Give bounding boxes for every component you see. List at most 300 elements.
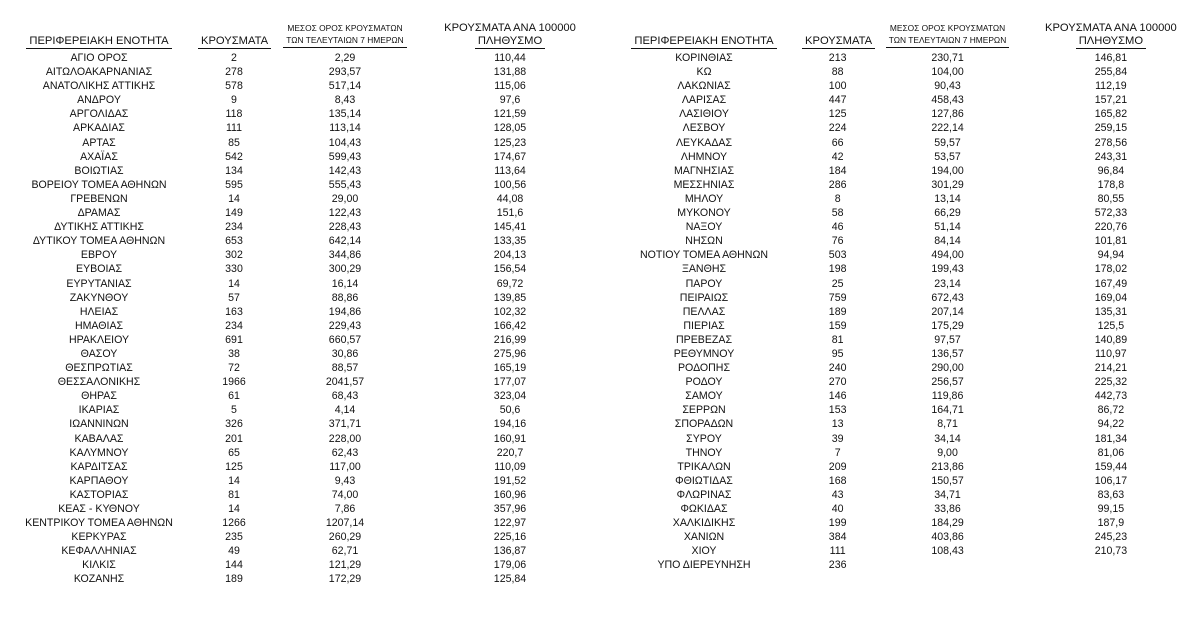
table-row (606, 361, 1200, 375)
cases-cell: 125 (828, 108, 847, 121)
per-100k-cell: 156,54 (493, 263, 527, 276)
region-cell: ΣΕΡΡΩΝ (682, 404, 726, 417)
per-100k-cell: 128,05 (493, 122, 527, 135)
table-row (0, 432, 600, 446)
avg-7day-cell: 142,43 (328, 164, 362, 177)
cases-cell: 72 (228, 362, 240, 375)
table-row (0, 361, 600, 375)
region-cell: ΔΥΤΙΚΟΥ ΤΟΜΕΑ ΑΘΗΝΩΝ (32, 235, 166, 248)
table-row (0, 460, 600, 474)
cases-cell: 235 (225, 531, 243, 544)
avg-7day-cell: 256,57 (931, 376, 964, 389)
header-cases-per-100k-line1: ΚΡΟΥΣΜΑΤΑ ΑΝΑ 100000 (444, 22, 576, 34)
cases-cell: 76 (831, 235, 844, 248)
region-cell: ΙΩΑΝΝΙΝΩΝ (69, 418, 129, 431)
region-cell: ΚΑΡΔΙΤΣΑΣ (70, 460, 128, 473)
table-row (606, 164, 1200, 178)
avg-7day-cell: 207,14 (931, 305, 964, 318)
cases-cell: 49 (228, 545, 240, 558)
avg-7day-cell: 199,43 (931, 263, 964, 276)
per-100k-cell: 160,96 (493, 488, 527, 501)
per-100k-cell: 110,97 (1095, 347, 1127, 360)
avg-7day-cell: 172,29 (328, 573, 362, 586)
per-100k-cell: 121,59 (493, 108, 527, 121)
table-row (606, 291, 1200, 305)
avg-7day-cell: 66,29 (934, 207, 961, 220)
per-100k-cell: 194,16 (493, 418, 527, 431)
table-row (0, 544, 600, 558)
table-row (606, 516, 1200, 530)
avg-7day-cell: 222,14 (931, 122, 964, 135)
region-cell: ΛΕΣΒΟΥ (682, 122, 726, 135)
table-row (606, 121, 1200, 135)
table-row (0, 488, 600, 502)
header-7day-average-line2: ΤΩΝ ΤΕΛΕΥΤΑΙΩΝ 7 ΗΜΕΡΩΝ (886, 34, 1009, 48)
cases-cell: 326 (225, 418, 243, 431)
header-cases-per-100k-line2: ΠΛΗΘΥΣΜΟ (475, 35, 545, 49)
region-cell: ΜΑΓΝΗΣΙΑΣ (673, 164, 735, 177)
table-row (606, 192, 1200, 206)
region-cell: ΝΑΞΟΥ (685, 221, 723, 234)
cases-cell: 236 (828, 559, 847, 572)
table-row (606, 93, 1200, 107)
region-cell: ΚΑΒΑΛΑΣ (74, 432, 124, 445)
header-cases-per-100k (420, 12, 600, 49)
table-row (606, 530, 1200, 544)
cases-cell: 81 (831, 333, 844, 346)
header-cases-label: ΚΡΟΥΣΜΑΤΑ (802, 35, 875, 49)
cases-cell: 61 (228, 390, 240, 403)
avg-7day-cell: 23,14 (934, 277, 961, 290)
region-cell: ΡΕΘΥΜΝΟΥ (673, 347, 735, 360)
table-row (0, 164, 600, 178)
per-100k-cell: 113,64 (494, 164, 526, 177)
per-100k-cell: 136,87 (493, 545, 527, 558)
region-cell: ΣΠΟΡΑΔΩΝ (674, 418, 734, 431)
avg-7day-cell: 228,43 (328, 221, 362, 234)
region-cell: ΧΑΛΚΙΔΙΚΗΣ (672, 517, 736, 530)
avg-7day-cell: 16,14 (331, 277, 359, 290)
region-cell: ΧΑΝΙΩΝ (683, 531, 725, 544)
region-cell: ΖΑΚΥΝΘΟΥ (69, 291, 129, 304)
avg-7day-cell: 62,71 (331, 545, 359, 558)
per-100k-cell: 243,31 (1094, 150, 1128, 163)
region-cell: ΦΩΚΙΔΑΣ (680, 503, 728, 515)
table-row (0, 417, 600, 431)
avg-7day-cell: 599,43 (328, 150, 362, 163)
per-100k-cell: 572,33 (1094, 207, 1128, 220)
table-row (0, 333, 600, 347)
header-region-label: ΠΕΡΙΦΕΡΕΙΑΚΗ ΕΝΟΤΗΤΑ (26, 35, 171, 49)
region-cell: ΚΕΡΚΥΡΑΣ (71, 531, 127, 544)
per-100k-cell: 165,19 (493, 362, 527, 375)
cases-cell: 43 (831, 488, 844, 501)
per-100k-cell: 259,15 (1094, 122, 1128, 135)
header-7day-average-line2: ΤΩΝ ΤΕΛΕΥΤΑΙΩΝ 7 ΗΜΕΡΩΝ (283, 34, 406, 48)
region-cell: ΑΡΚΑΔΙΑΣ (73, 122, 125, 135)
per-100k-cell: 179,06 (493, 559, 527, 572)
table-row (0, 107, 600, 121)
per-100k-cell: 83,63 (1097, 488, 1125, 501)
per-100k-cell: 255,84 (1094, 66, 1128, 79)
per-100k-cell: 115,06 (494, 80, 526, 93)
per-100k-cell: 97,6 (499, 94, 521, 107)
region-cell: ΦΛΩΡΙΝΑΣ (676, 488, 732, 501)
avg-7day-cell: 8,43 (334, 94, 356, 107)
cases-cell: 270 (828, 376, 847, 389)
avg-7day-cell: 117,00 (329, 460, 361, 473)
per-100k-cell: 178,02 (1094, 263, 1128, 276)
region-cell: ΗΜΑΘΙΑΣ (74, 319, 124, 332)
region-cell: ΤΡΙΚΑΛΩΝ (677, 460, 731, 473)
per-100k-cell: 323,04 (493, 390, 527, 403)
region-cell: ΣΥΡΟΥ (686, 432, 722, 445)
avg-7day-cell: 122,43 (328, 207, 362, 220)
table-row (0, 530, 600, 544)
region-cell: ΑΓΙΟ ΟΡΟΣ (70, 52, 128, 64)
table-row (0, 572, 600, 586)
region-cell: ΝΟΤΙΟΥ ΤΟΜΕΑ ΑΘΗΝΩΝ (639, 249, 769, 262)
header-region (0, 12, 198, 49)
per-100k-cell: 125,84 (493, 573, 527, 586)
table-row (606, 502, 1200, 516)
avg-7day-cell: 34,14 (934, 432, 961, 445)
cases-cell: 7 (834, 446, 841, 459)
cases-cell: 39 (831, 432, 844, 445)
table-row (0, 206, 600, 220)
per-100k-cell: 133,35 (493, 235, 527, 248)
region-cell: ΒΟΙΩΤΙΑΣ (74, 164, 124, 177)
region-cell: ΕΥΒΟΙΑΣ (76, 263, 122, 276)
avg-7day-cell: 9,43 (334, 474, 356, 487)
table-row (0, 192, 600, 206)
avg-7day-cell: 150,57 (931, 474, 964, 487)
avg-7day-cell: 88,57 (331, 362, 359, 375)
table-row (0, 121, 600, 135)
table-row (0, 502, 600, 516)
cases-cell: 134 (225, 164, 243, 177)
cases-cell: 14 (228, 277, 240, 290)
table-row (0, 389, 600, 403)
avg-7day-cell: 7,86 (334, 503, 356, 515)
table-row (606, 49, 1200, 65)
avg-7day-cell: 9,00 (937, 446, 958, 459)
cases-cell: 224 (828, 122, 847, 135)
per-100k-cell: 44,08 (496, 192, 524, 205)
per-100k-cell: 357,96 (493, 503, 527, 515)
avg-7day-cell: 301,29 (931, 178, 964, 191)
region-cell: ΛΑΡΙΣΑΣ (681, 94, 727, 107)
per-100k-cell: 204,13 (493, 249, 527, 262)
table-row (606, 403, 1200, 417)
per-100k-cell: 151,6 (496, 207, 524, 220)
avg-7day-cell: 68,43 (331, 390, 359, 403)
region-cell: ΔΥΤΙΚΗΣ ΑΤΤΙΚΗΣ (54, 221, 144, 234)
cases-cell: 38 (228, 347, 240, 360)
cases-cell: 330 (225, 263, 243, 276)
per-100k-cell: 100,56 (493, 178, 527, 191)
cases-cell: 111 (225, 122, 243, 135)
table-row (0, 49, 600, 65)
table-row (0, 305, 600, 319)
per-100k-cell: 125,5 (1097, 319, 1125, 332)
table-row (0, 150, 600, 164)
avg-7day-cell: 371,71 (328, 418, 362, 431)
avg-7day-cell: 260,29 (328, 531, 362, 544)
table-row (0, 93, 600, 107)
region-cell: ΡΟΔΟΠΗΣ (677, 362, 731, 375)
table-body-left (0, 49, 600, 587)
region-cell: ΘΕΣΠΡΩΤΙΑΣ (65, 362, 133, 375)
table-row (606, 558, 1200, 572)
cases-cell: 198 (828, 263, 847, 276)
avg-7day-cell: 90,43 (934, 80, 961, 93)
region-cell: ΓΡΕΒΕΝΩΝ (70, 192, 128, 205)
avg-7day-cell: 642,14 (328, 235, 362, 248)
region-cell: ΑΙΤΩΛΟΑΚΑΡΝΑΝΙΑΣ (45, 66, 153, 79)
region-cell: ΚΑΡΠΑΘΟΥ (69, 474, 129, 487)
region-cell: ΘΕΣΣΑΛΟΝΙΚΗΣ (57, 376, 141, 389)
header-region-label: ΠΕΡΙΦΕΡΕΙΑΚΗ ΕΝΟΤΗΤΑ (631, 35, 776, 49)
table-row (606, 220, 1200, 234)
table-row (0, 403, 600, 417)
per-100k-cell: 94,94 (1097, 249, 1125, 262)
avg-7day-cell: 184,29 (931, 517, 964, 530)
header-7day-average-line1: ΜΕΣΟΣ ΟΡΟΣ ΚΡΟΥΣΜΑΤΩΝ (287, 23, 403, 33)
avg-7day-cell: 8,71 (937, 418, 958, 431)
avg-7day-cell: 2041,57 (325, 376, 365, 389)
table-row (606, 305, 1200, 319)
avg-7day-cell: 62,43 (331, 446, 359, 459)
per-100k-cell: 80,55 (1097, 192, 1125, 205)
cases-cell: 14 (228, 474, 240, 487)
header-cases-per-100k (1022, 12, 1200, 49)
table-row (606, 544, 1200, 558)
per-100k-cell: 94,22 (1097, 418, 1125, 431)
region-cell: ΣΑΜΟΥ (685, 390, 723, 403)
table-row (606, 277, 1200, 291)
cases-cell: 57 (228, 291, 240, 304)
header-7day-average (873, 12, 1022, 49)
region-cell: ΕΒΡΟΥ (80, 249, 118, 262)
table-row (606, 79, 1200, 93)
table-row (606, 319, 1200, 333)
avg-7day-cell: 34,71 (934, 488, 961, 501)
cases-cell: 65 (228, 446, 240, 459)
cases-cell: 46 (831, 221, 844, 234)
cases-cell: 111 (829, 545, 846, 558)
per-100k-cell: 145,41 (493, 221, 527, 234)
cases-cell: 13 (831, 418, 844, 431)
avg-7day-cell: 164,71 (931, 404, 964, 417)
per-100k-cell: 157,21 (1094, 94, 1128, 107)
per-100k-cell: 187,9 (1097, 517, 1125, 530)
avg-7day-cell: 293,57 (328, 66, 362, 79)
table-row (606, 474, 1200, 488)
cases-cell: 209 (828, 460, 847, 473)
avg-7day-cell: 84,14 (934, 235, 961, 248)
table-row (0, 347, 600, 361)
per-100k-cell: 159,44 (1094, 460, 1128, 473)
cases-cell: 213 (828, 52, 847, 64)
avg-7day-cell: 30,86 (331, 347, 359, 360)
avg-7day-cell: 51,14 (934, 221, 961, 234)
per-100k-cell: 220,76 (1094, 221, 1128, 234)
header-cases (198, 12, 270, 49)
cases-cell: 653 (225, 235, 243, 248)
per-100k-cell: 191,52 (493, 474, 527, 487)
cases-cell: 234 (225, 319, 243, 332)
header-cases (802, 12, 873, 49)
region-cell: ΗΡΑΚΛΕΙΟΥ (68, 333, 130, 346)
per-100k-cell: 99,15 (1097, 503, 1125, 515)
region-cell: ΚΑΣΤΟΡΙΑΣ (69, 488, 129, 501)
avg-7day-cell: 2,29 (334, 52, 356, 64)
cases-cell: 595 (225, 178, 243, 191)
cases-cell: 384 (828, 531, 847, 544)
cases-cell: 144 (225, 559, 243, 572)
region-cell: ΚΟΡΙΝΘΙΑΣ (675, 52, 733, 64)
table-row (0, 79, 600, 93)
region-cell: ΠΕΙΡΑΙΩΣ (679, 291, 729, 304)
cases-cell: 503 (828, 249, 847, 262)
avg-7day-cell: 230,71 (931, 52, 964, 64)
region-cell: ΠΡΕΒΕΖΑΣ (676, 333, 732, 346)
per-100k-cell: 245,23 (1094, 531, 1128, 544)
cases-cell: 159 (828, 319, 847, 332)
per-100k-cell: 225,16 (493, 531, 527, 544)
cases-table-left (0, 12, 600, 587)
per-100k-cell: 160,91 (493, 432, 527, 445)
table-row (606, 488, 1200, 502)
region-cell: ΑΡΓΟΛΙΔΑΣ (69, 108, 129, 121)
avg-7day-cell: 555,43 (328, 178, 362, 191)
table-row (606, 375, 1200, 389)
table-row (0, 65, 600, 79)
per-100k-cell: 166,42 (493, 319, 527, 332)
table-row (0, 136, 600, 150)
table-row (606, 333, 1200, 347)
region-cell: ΛΕΥΚΑΔΑΣ (675, 136, 733, 149)
table-row (0, 277, 600, 291)
cases-cell: 759 (828, 291, 847, 304)
avg-7day-cell: 213,86 (931, 460, 964, 473)
avg-7day-cell: 4,14 (334, 404, 356, 417)
cases-cell: 234 (225, 221, 243, 234)
table-row (606, 107, 1200, 121)
per-100k-cell: 178,8 (1097, 178, 1125, 191)
per-100k-cell: 135,31 (1094, 305, 1128, 318)
cases-cell: 1966 (222, 376, 246, 389)
table-row (0, 446, 600, 460)
avg-7day-cell: 194,86 (328, 305, 362, 318)
cases-cell: 1266 (222, 517, 246, 530)
per-100k-cell: 165,82 (1094, 108, 1128, 121)
per-100k-cell: 181,34 (1094, 432, 1128, 445)
per-100k-cell: 112,19 (1095, 80, 1127, 93)
cases-cell: 447 (828, 94, 847, 107)
header-row (0, 12, 600, 49)
cases-cell: 9 (231, 94, 237, 107)
table-row (606, 347, 1200, 361)
avg-7day-cell: 108,43 (931, 545, 964, 558)
table-row (0, 558, 600, 572)
avg-7day-cell: 59,57 (934, 136, 961, 149)
avg-7day-cell: 458,43 (931, 94, 964, 107)
per-100k-cell: 122,97 (493, 517, 527, 530)
per-100k-cell: 86,72 (1097, 404, 1125, 417)
per-100k-cell: 275,96 (493, 347, 527, 360)
table-row (606, 178, 1200, 192)
avg-7day-cell: 127,86 (931, 108, 964, 121)
per-100k-cell: 125,23 (493, 136, 527, 149)
cases-cell: 163 (225, 305, 243, 318)
avg-7day-cell: 136,57 (931, 347, 964, 360)
region-cell: ΦΘΙΩΤΙΔΑΣ (675, 474, 733, 487)
avg-7day-cell: 494,00 (931, 249, 964, 262)
per-100k-cell: 50,6 (499, 404, 521, 417)
per-100k-cell: 214,21 (1094, 362, 1128, 375)
cases-cell: 691 (225, 333, 243, 346)
avg-7day-cell: 175,29 (931, 319, 964, 332)
avg-7day-cell: 104,43 (328, 136, 362, 149)
per-100k-cell: 442,73 (1094, 390, 1128, 403)
per-100k-cell: 146,81 (1094, 52, 1128, 64)
per-100k-cell: 220,7 (496, 446, 524, 459)
region-cell: ΒΟΡΕΙΟΥ ΤΟΜΕΑ ΑΘΗΝΩΝ (31, 178, 167, 191)
cases-cell: 184 (828, 164, 847, 177)
region-cell: ΛΑΚΩΝΙΑΣ (677, 80, 731, 93)
table-row (606, 262, 1200, 276)
table-row (606, 460, 1200, 474)
header-cases-label: ΚΡΟΥΣΜΑΤΑ (198, 35, 271, 49)
cases-cell: 14 (228, 503, 240, 515)
region-cell: ΚΕΑΣ - ΚΥΘΝΟΥ (58, 503, 140, 515)
region-cell: ΛΑΣΙΘΙΟΥ (679, 108, 729, 121)
per-100k-cell: 174,67 (493, 150, 527, 163)
avg-7day-cell: 344,86 (328, 249, 362, 262)
avg-7day-cell: 74,00 (331, 488, 359, 501)
avg-7day-cell (873, 558, 1022, 572)
cases-cell: 201 (225, 432, 243, 445)
per-100k-cell: 278,56 (1094, 136, 1128, 149)
region-cell: ΑΧΑΪΑΣ (80, 150, 118, 163)
table-row (606, 234, 1200, 248)
table-row (0, 220, 600, 234)
avg-7day-cell: 13,14 (934, 192, 961, 205)
table-row (606, 446, 1200, 460)
avg-7day-cell: 29,00 (331, 192, 359, 205)
avg-7day-cell: 300,29 (328, 263, 362, 276)
cases-cell: 95 (831, 347, 844, 360)
per-100k-cell: 167,49 (1094, 277, 1128, 290)
avg-7day-cell: 229,43 (328, 319, 362, 332)
table-row (606, 248, 1200, 262)
per-100k-cell: 106,17 (1094, 474, 1128, 487)
header-row (606, 12, 1200, 49)
per-100k-cell: 139,85 (493, 291, 527, 304)
region-cell: ΕΥΡΥΤΑΝΙΑΣ (66, 277, 132, 290)
per-100k-cell (1022, 558, 1200, 572)
cases-cell: 5 (231, 404, 237, 417)
avg-7day-cell: 1207,14 (325, 517, 365, 530)
region-cell: ΔΡΑΜΑΣ (77, 207, 121, 220)
table-row (606, 417, 1200, 431)
region-cell: ΞΑΝΘΗΣ (681, 263, 727, 276)
table-row (606, 389, 1200, 403)
per-100k-cell: 177,07 (493, 376, 527, 389)
cases-cell: 146 (828, 390, 847, 403)
